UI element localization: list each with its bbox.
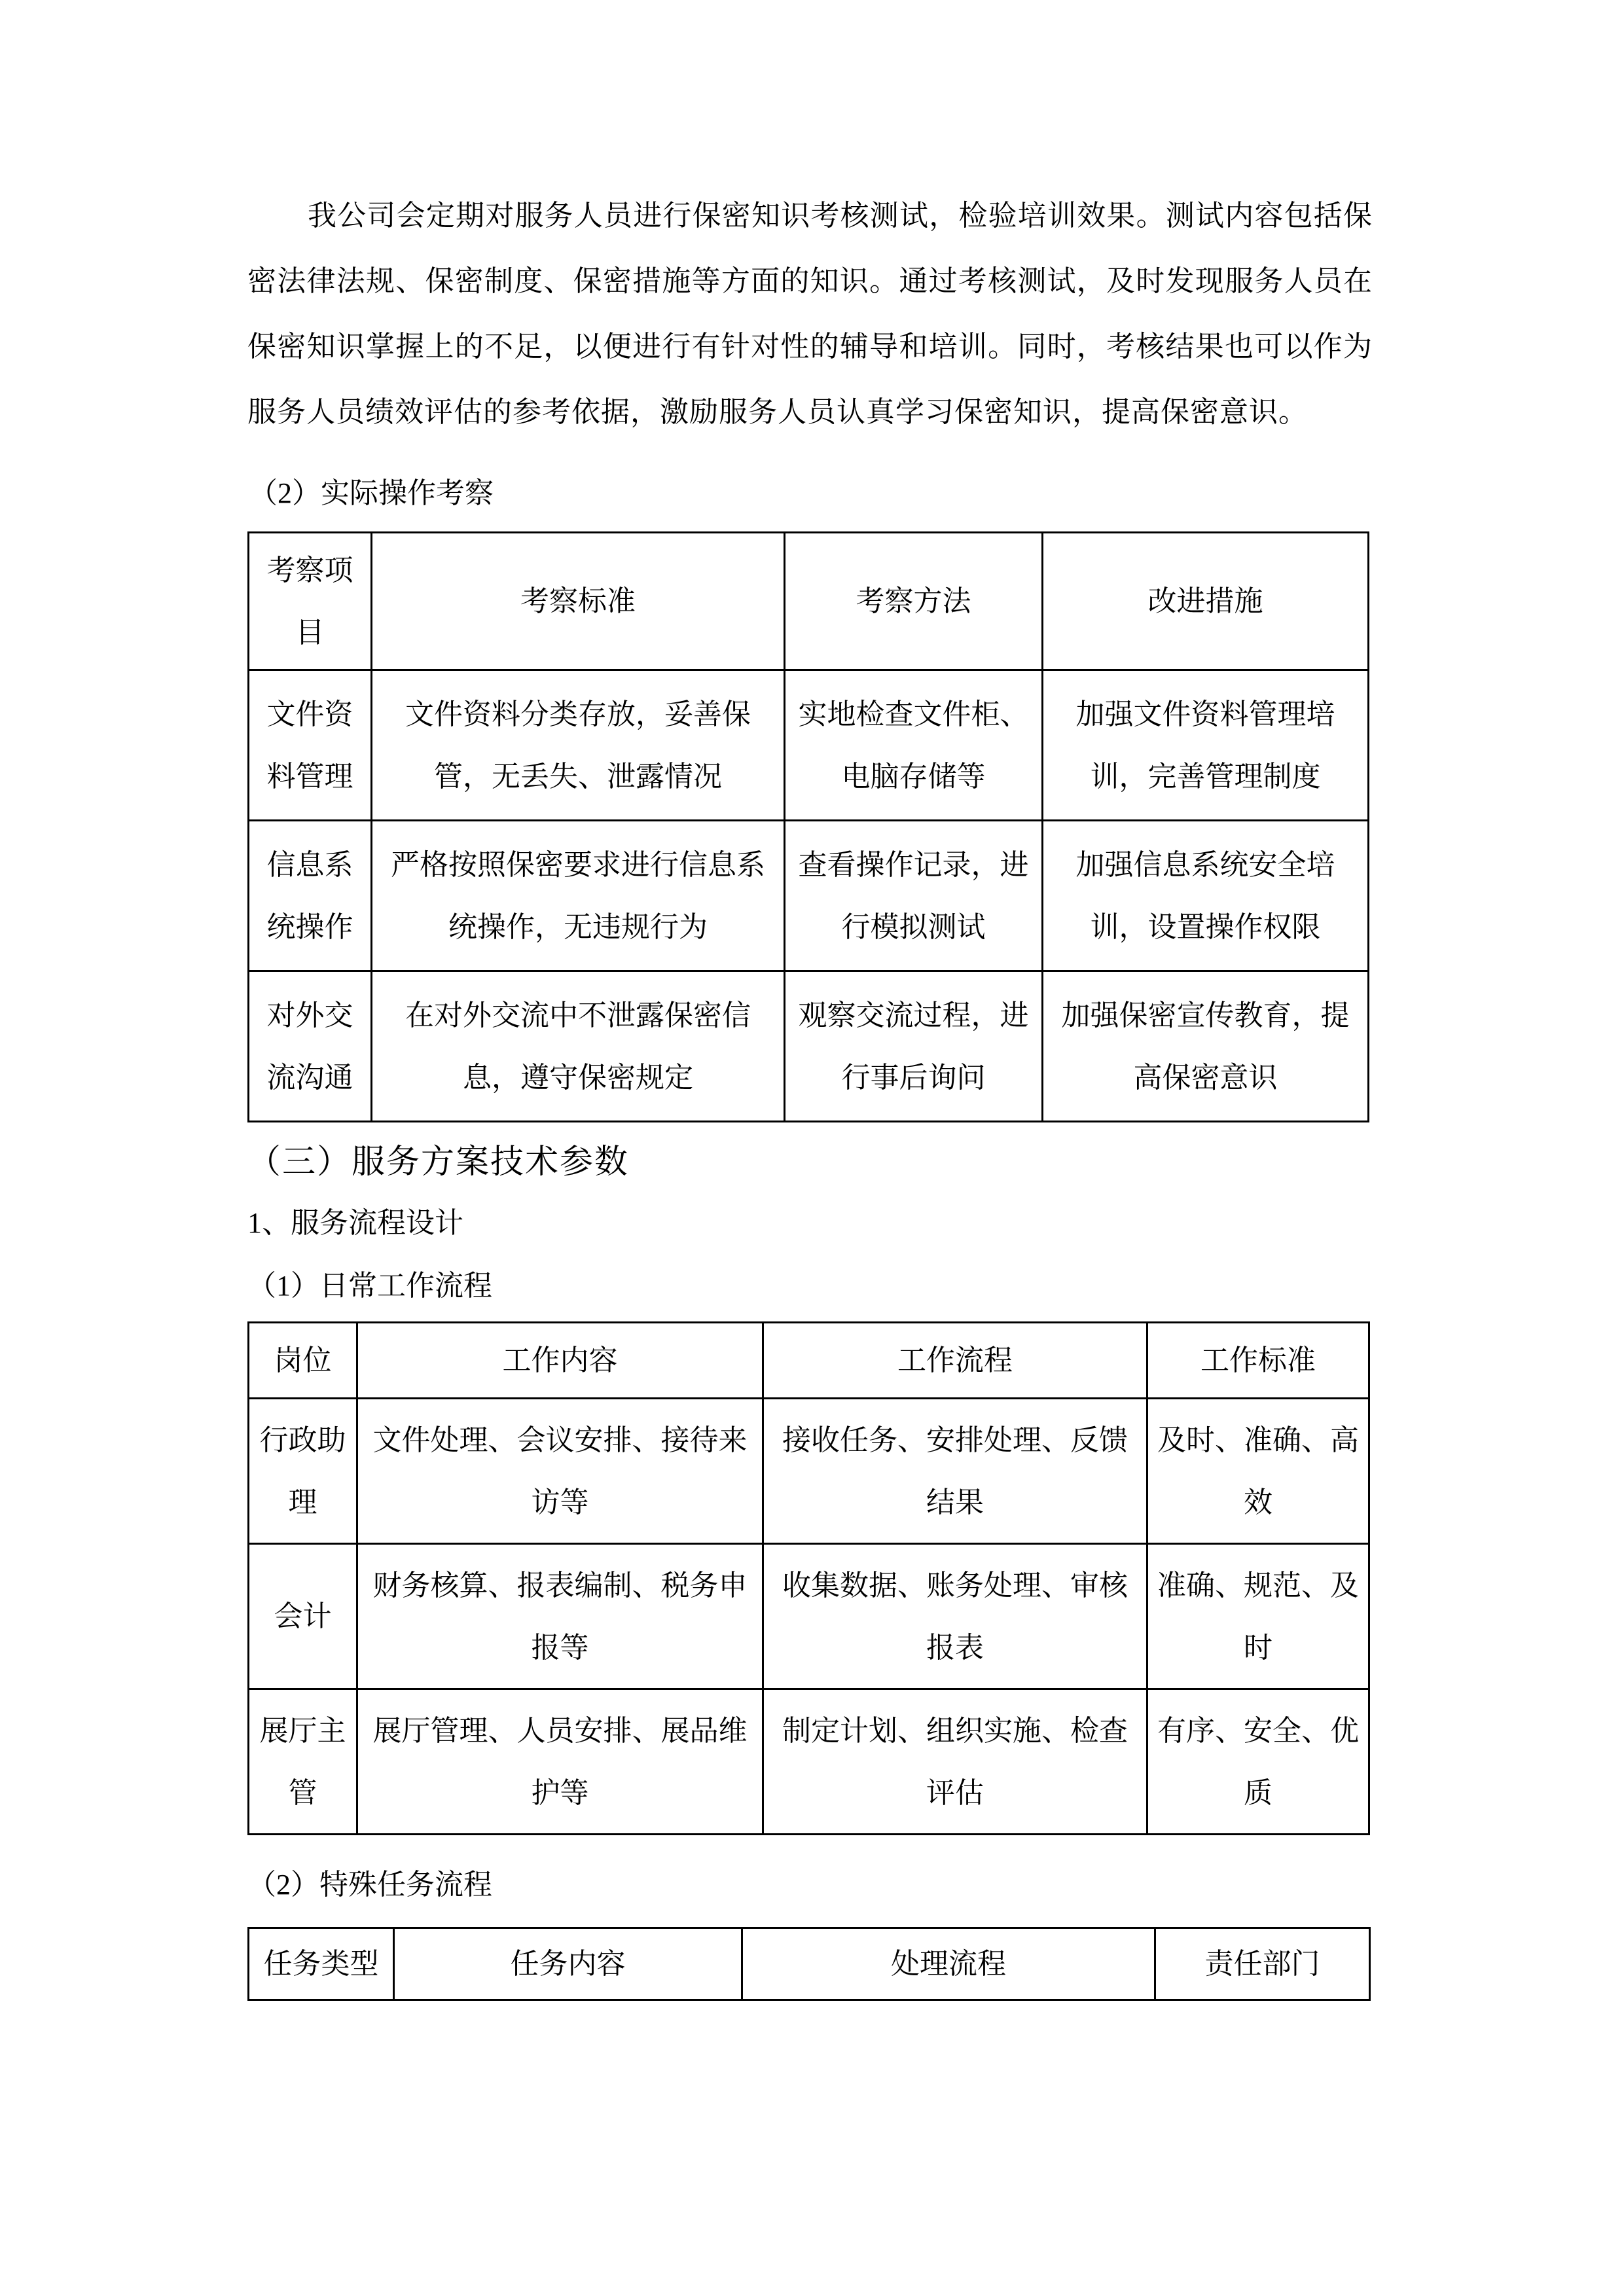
table-cell: 文件处理、会议安排、接待来访等 (357, 1399, 763, 1544)
heading-section-three: （三）服务方案技术参数 (247, 1143, 630, 1180)
table-cell: 观察交流过程，进行事后询问 (785, 971, 1043, 1122)
table-cell: 加强保密宣传教育，提高保密意识 (1043, 971, 1369, 1122)
table-cell: 信息系统操作 (249, 821, 372, 971)
table-row (249, 971, 1369, 1122)
table-header-cell: 工作内容 (357, 1323, 763, 1399)
table-cell: 查看操作记录，进行模拟测试 (785, 821, 1043, 971)
table-row (249, 1689, 1369, 1835)
heading-practical-inspection: （2）实际操作考察 (249, 477, 494, 509)
table-header-cell: 考察标准 (372, 533, 785, 670)
table-header-cell: 工作流程 (763, 1323, 1147, 1399)
table-cell: 财务核算、报表编制、税务申报等 (357, 1544, 763, 1689)
table-row (249, 670, 1369, 821)
table-cell: 加强文件资料管理培训，完善管理制度 (1043, 670, 1369, 821)
table-cell: 文件资料分类存放，妥善保管，无丢失、泄露情况 (372, 670, 785, 821)
table-row (249, 821, 1369, 971)
table-cell: 在对外交流中不泄露保密信息，遵守保密规定 (372, 971, 785, 1122)
table-header-cell: 考察项目 (249, 533, 372, 670)
table-row (249, 1544, 1369, 1689)
table-header-cell: 任务内容 (394, 1928, 742, 2000)
table-header-cell: 责任部门 (1155, 1928, 1370, 2000)
table-cell: 接收任务、安排处理、反馈结果 (763, 1399, 1147, 1544)
table-cell: 准确、规范、及时 (1147, 1544, 1369, 1689)
table-header-row (249, 1928, 1370, 2000)
table-header-cell: 考察方法 (785, 533, 1043, 670)
inspection-table (247, 531, 1369, 1122)
table-header-cell: 工作标准 (1147, 1323, 1369, 1399)
table-cell: 展厅主管 (249, 1689, 357, 1835)
table-header-row (249, 1323, 1369, 1399)
table-header-row (249, 533, 1369, 670)
table-cell: 严格按照保密要求进行信息系统操作，无违规行为 (372, 821, 785, 971)
table-cell: 及时、准确、高效 (1147, 1399, 1369, 1544)
table-cell: 对外交流沟通 (249, 971, 372, 1122)
table-cell: 展厅管理、人员安排、展品维护等 (357, 1689, 763, 1835)
table-cell: 加强信息系统安全培训，设置操作权限 (1043, 821, 1369, 971)
daily-workflow-table (247, 1321, 1370, 1835)
special-task-table (247, 1927, 1371, 2001)
table-cell: 实地检查文件柜、电脑存储等 (785, 670, 1043, 821)
intro-paragraph: 我公司会定期对服务人员进行保密知识考核测试，检验培训效果。测试内容包括保密法律法规、保密制度、保密措施等方面的知识。通过考核测试，及时发现服务人员在保密知识掌握上的不足，以便进行有针对性的辅导和培训。同时，考核结果也可以作为服务人员绩效评估的参考依据，激励服务人员认真学习保密知识，提高保密意识。 (247, 200, 1373, 428)
table-header-cell: 改进措施 (1043, 533, 1369, 670)
table-header-cell: 处理流程 (742, 1928, 1155, 2000)
table-header-cell: 岗位 (249, 1323, 357, 1399)
table-cell: 会计 (249, 1544, 357, 1689)
table-cell: 行政助理 (249, 1399, 357, 1544)
heading-special-task: （2）特殊任务流程 (247, 1869, 492, 1901)
table-cell: 收集数据、账务处理、审核报表 (763, 1544, 1147, 1689)
table-cell: 文件资料管理 (249, 670, 372, 821)
heading-process-design: 1、服务流程设计 (247, 1207, 463, 1239)
table-cell: 有序、安全、优质 (1147, 1689, 1369, 1835)
table-header-cell: 任务类型 (249, 1928, 394, 2000)
table-cell: 制定计划、组织实施、检查评估 (763, 1689, 1147, 1835)
heading-daily-workflow: （1）日常工作流程 (247, 1270, 492, 1302)
table-row (249, 1399, 1369, 1544)
